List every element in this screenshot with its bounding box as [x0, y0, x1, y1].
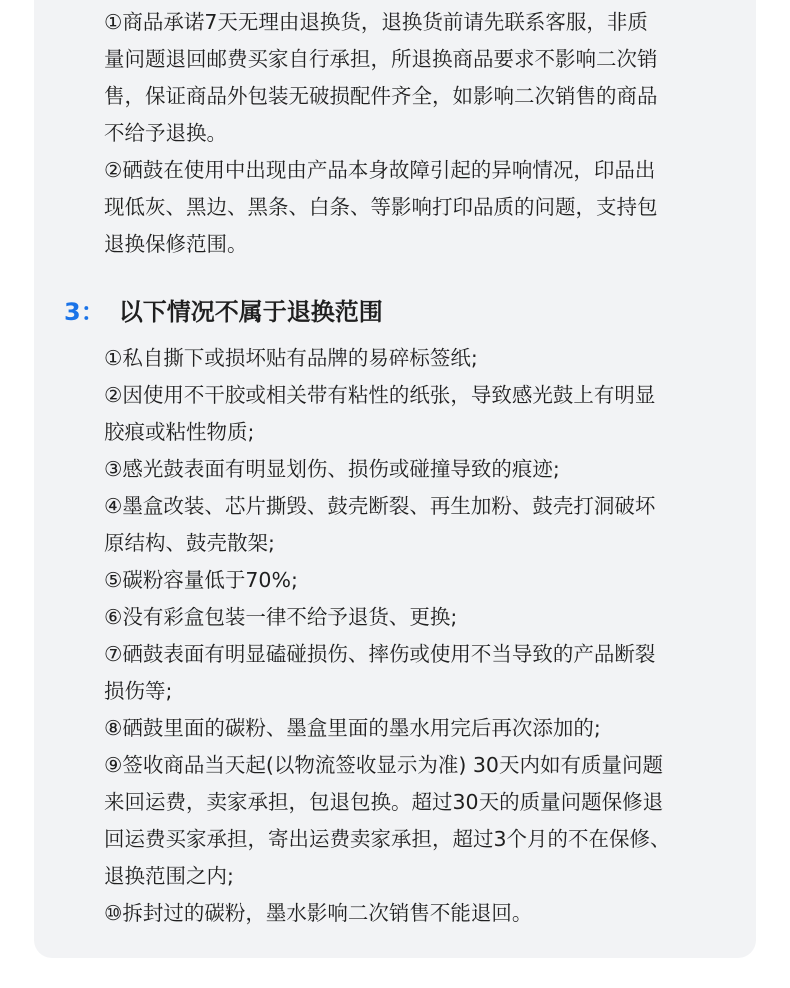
list-item: ⑤碳粉容量低于70%; [104, 568, 298, 592]
list-item: ⑨签收商品当天起(以物流签收显示为准) 30天内如有质量问题 [104, 753, 663, 777]
list-item: 原结构、鼓壳散架; [104, 531, 275, 555]
list-item: 退换范围之内; [104, 864, 234, 888]
list-item: 损伤等; [104, 679, 173, 703]
list-item: ②因使用不干胶或相关带有粘性的纸张，导致感光鼓上有明显 [104, 383, 656, 407]
list-item: ①私自撕下或损坏贴有品牌的易碎标签纸; [104, 346, 478, 370]
policy-line: 量问题退回邮费买家自行承担，所退换商品要求不影响二次销 [104, 47, 658, 71]
list-item: ⑦硒鼓表面有明显磕碰损伤、摔伤或使用不当导致的产品断裂 [104, 642, 656, 666]
policy-line: 售，保证商品外包装无破损配件齐全，如影响二次销售的商品 [104, 84, 658, 108]
list-item: ⑥没有彩盒包装一律不给予退货、更换; [104, 605, 458, 629]
policy-line: 现低灰、黑边、黑条、白条、等影响打印品质的问题，支持包 [104, 195, 658, 219]
list-item: 来回运费，卖家承担，包退包换。超过30天的质量问题保修退 [104, 790, 664, 814]
section-title: 以下情况不属于退换范围 [118, 298, 383, 326]
policy-line: 不给予退换。 [104, 121, 227, 145]
policy-line: ①商品承诺7天无理由退换货，退换货前请先联系客服，非质 [104, 10, 648, 34]
policy-line: 退换保修范围。 [104, 232, 248, 256]
list-item: ③感光鼓表面有明显划伤、损伤或碰撞导致的痕迹; [104, 457, 560, 481]
section-3-heading [64, 292, 383, 332]
exclusion-list [104, 340, 720, 932]
policy-line: ②硒鼓在使用中出现由产品本身故障引起的异响情况，印品出 [104, 158, 656, 182]
list-item: ④墨盒改装、芯片撕毁、鼓壳断裂、再生加粉、鼓壳打洞破坏 [104, 494, 656, 518]
list-item: ⑩拆封过的碳粉，墨水影响二次销售不能退回。 [104, 901, 533, 925]
section-number: 3： [64, 298, 105, 326]
list-item: ⑧硒鼓里面的碳粉、墨盒里面的墨水用完后再次添加的; [104, 716, 601, 740]
return-policy-text [104, 4, 720, 263]
list-item: 胶痕或粘性物质; [104, 420, 255, 444]
list-item: 回运费买家承担，寄出运费卖家承担，超过3个月的不在保修、 [104, 827, 671, 851]
